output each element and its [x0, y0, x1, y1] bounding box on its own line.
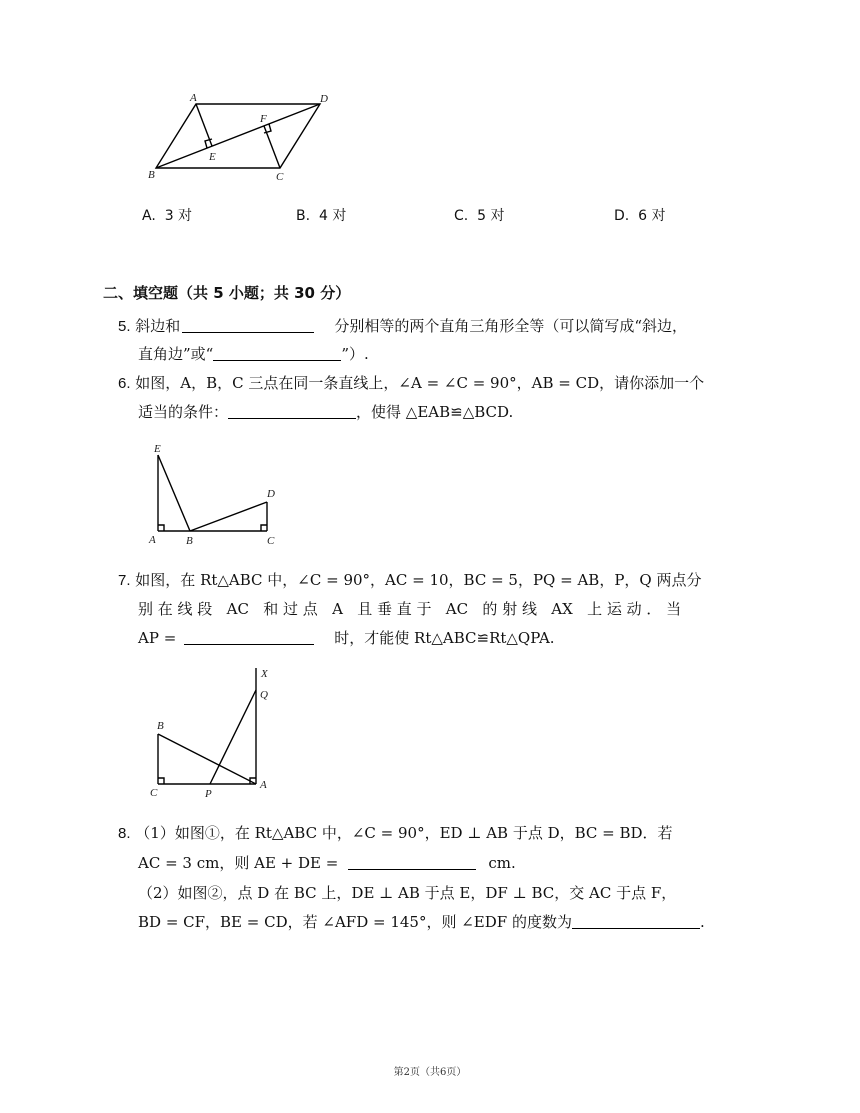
- q6-figure: [145, 438, 285, 548]
- q6-line1: 6. 如图，A，B，C 三点在同一条直线上，∠A = ∠C = 90°，AB = CD，请你添加一个: [118, 374, 705, 392]
- option-d[interactable]: D. 6 对: [614, 208, 666, 224]
- q5-line2: 直角边”或“ ”）.: [138, 345, 369, 363]
- label-P: P: [205, 788, 212, 800]
- label-C: C: [150, 787, 158, 799]
- label-F: F: [260, 113, 267, 125]
- q6-blank[interactable]: [228, 404, 356, 419]
- label-A: A: [260, 779, 267, 791]
- q8-line2: AC = 3 cm，则 AE + DE = cm.: [138, 854, 516, 872]
- option-a[interactable]: A. 3 对: [142, 208, 193, 224]
- label-D: D: [320, 93, 328, 105]
- label-B: B: [157, 720, 164, 732]
- q7-figure: [145, 662, 280, 802]
- label-E: E: [209, 151, 216, 163]
- q8-blank-2[interactable]: [572, 914, 700, 929]
- q7-line1: 7. 如图，在 Rt△ABC 中，∠C = 90°，AC = 10，BC = 5，PQ = AB，P，Q 两点分: [118, 571, 702, 589]
- q6-line2: 适当的条件： ，使得 △EAB≌△BCD.: [138, 403, 514, 421]
- page-footer: 第2页（共6页）: [393, 1067, 467, 1078]
- q5-blank-2[interactable]: [213, 346, 341, 361]
- label-C: C: [276, 171, 284, 183]
- q8-line1: 8. （1）如图①，在 Rt△ABC 中，∠C = 90°，ED ⊥ AB 于点 D，BC = BD．若: [118, 824, 673, 842]
- option-c[interactable]: C. 5 对: [454, 208, 505, 224]
- q8-line4: BD = CF，BE = CD，若 ∠AFD = 145°，则 ∠EDF 的度数为 .: [138, 913, 705, 931]
- label-A: A: [190, 92, 197, 104]
- label-E: E: [154, 443, 161, 455]
- label-C: C: [267, 535, 275, 547]
- option-b[interactable]: B. 4 对: [296, 208, 347, 224]
- label-X: X: [261, 668, 268, 680]
- q7-line3: AP = 时，才能使 Rt△ABC≌Rt△QPA.: [138, 629, 555, 647]
- label-B: B: [186, 535, 193, 547]
- label-A: A: [149, 534, 156, 546]
- q5-line1: 5. 斜边和 分别相等的两个直角三角形全等（可以简写成“斜边，: [118, 317, 687, 335]
- q7-line2: 别 在 线 段 AC 和 过 点 A 且 垂 直 于 AC 的 射 线 AX 上 运 动 ． 当: [138, 600, 682, 618]
- q7-blank[interactable]: [184, 630, 314, 645]
- label-B: B: [148, 169, 155, 181]
- q5-blank-1[interactable]: [182, 318, 314, 333]
- section-heading: 二、填空题（共 5 小题；共 30 分）: [103, 284, 351, 302]
- parallelogram-figure: [140, 88, 340, 188]
- label-Q: Q: [260, 689, 268, 701]
- q8-line3: （2）如图②，点 D 在 BC 上，DE ⊥ AB 于点 E，DF ⊥ BC，交 AC 于点 F，: [138, 884, 677, 902]
- q8-blank-1[interactable]: [348, 855, 476, 870]
- label-D: D: [267, 488, 275, 500]
